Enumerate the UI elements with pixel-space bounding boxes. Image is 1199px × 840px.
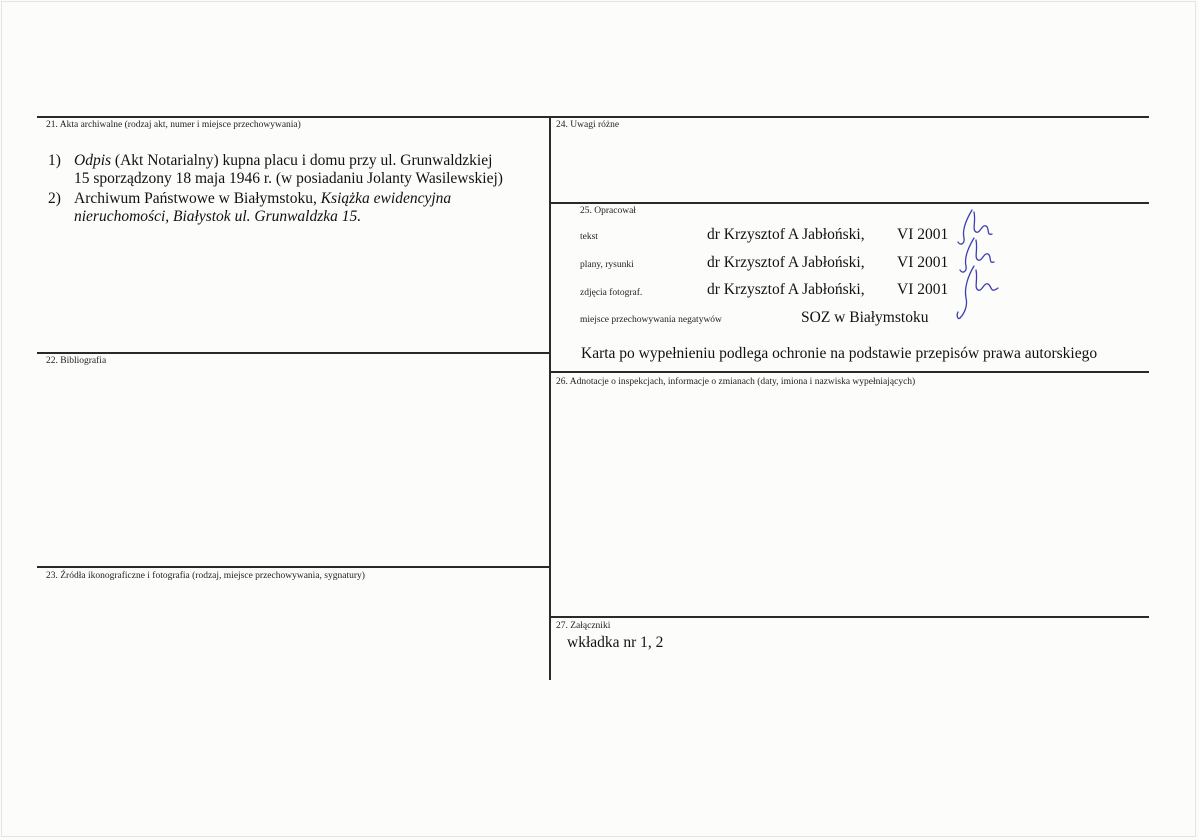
section-22-label: 22. Bibliografia <box>46 356 107 366</box>
section-23-label: 23. Źródła ikonograficzne i fotografia (rodzaj, miejsce przechowywania, sygnatury) <box>46 571 365 581</box>
signature-3 <box>950 262 1006 326</box>
copyright-note: Karta po wypełnieniu podlega ochronie na podstawie przepisów prawa autorskiego <box>581 345 1098 362</box>
item-number: 1) <box>48 152 61 169</box>
item-line2: nieruchomości, Białystok ul. Grunwaldzka 15. <box>74 208 362 225</box>
row-date-text: VI 2001 <box>897 226 949 243</box>
row-label-plans: plany, rysunki <box>580 260 634 270</box>
section-27-label: 27. Załączniki <box>556 621 611 631</box>
row-author-plans: dr Krzysztof A Jabłoński, <box>707 254 865 271</box>
top-rule <box>37 116 1149 118</box>
rule-25-26 <box>550 371 1149 373</box>
row-author-photos: dr Krzysztof A Jabłoński, <box>707 281 865 298</box>
item-rest: (Akt Notarialny) kupna placu i domu przy ul. Grunwaldzkiej <box>111 152 493 169</box>
item-text <box>74 152 554 188</box>
item-number: 2) <box>48 190 61 207</box>
row-author-text: dr Krzysztof A Jabłoński, <box>707 226 865 243</box>
item-italic: Książka ewidencyjna <box>320 190 452 207</box>
rule-22-23 <box>37 566 550 568</box>
row-label-text: tekst <box>580 232 598 242</box>
item-line2: 15 sporządzony 18 maja 1946 r. (w posiadaniu Jolanty Wasilewskiej) <box>74 170 503 187</box>
section-21-label: 21. Akta archiwalne (rodzaj akt, numer i miejsce przechowywania) <box>46 120 301 130</box>
item-italic: Odpis <box>74 152 112 169</box>
rule-24-25 <box>550 202 1149 204</box>
row-label-photos: zdjęcia fotograf. <box>580 288 643 298</box>
row-date-plans: VI 2001 <box>897 254 949 271</box>
item-plain: Archiwum Państwowe w Białymstoku, <box>74 190 321 207</box>
negatives-label: miejsce przechowywania negatywów <box>580 315 722 325</box>
row-date-photos: VI 2001 <box>897 281 949 298</box>
attachments-value: wkładka nr 1, 2 <box>567 634 664 651</box>
section-26-label: 26. Adnotacje o inspekcjach, informacje o zmianach (daty, imiona i nazwiska wypełniających) <box>556 377 916 387</box>
section-25-label: 25. Opracował <box>580 206 636 216</box>
rule-26-27 <box>550 616 1149 618</box>
item-text <box>74 190 554 226</box>
rule-21-22 <box>37 352 550 354</box>
negatives-value: SOZ w Białymstoku <box>801 309 929 326</box>
section-24-label: 24. Uwagi różne <box>556 120 620 130</box>
